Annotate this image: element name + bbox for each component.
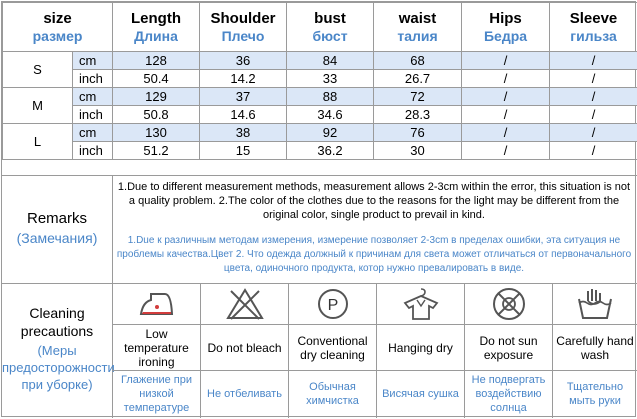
cell: 28.3 <box>374 106 462 124</box>
cleaning-item-en: Do not sun exposure <box>465 325 552 371</box>
cell: 51.2 <box>113 142 200 160</box>
cleaning-item-en: Hanging dry <box>377 325 464 371</box>
cell: 33 <box>287 70 374 88</box>
hand-wash-icon <box>553 284 637 325</box>
cleaning-item-en: Low temperature ironing <box>113 325 200 371</box>
svg-text:P: P <box>327 297 338 314</box>
cell: / <box>550 142 637 160</box>
table-row <box>3 142 637 160</box>
table-row <box>3 124 637 142</box>
cell: 68 <box>374 52 462 70</box>
hang-dry-icon <box>377 284 464 325</box>
cell: 34.6 <box>287 106 374 124</box>
cleaning-item-ru: Глажение при низкой температуре <box>113 371 200 417</box>
cell: / <box>462 52 550 70</box>
cell: / <box>550 106 637 124</box>
cell: 30 <box>374 142 462 160</box>
remarks-label-ru: (Замечания) <box>2 230 112 247</box>
unit-cm: cm <box>73 124 113 142</box>
cell: / <box>462 88 550 106</box>
cleaning-item <box>289 284 377 418</box>
cell: 72 <box>374 88 462 106</box>
cleaning-label <box>2 284 113 418</box>
cell: 15 <box>200 142 287 160</box>
cell: 84 <box>287 52 374 70</box>
remarks-label <box>2 176 113 283</box>
header-hips: Hips Бедра <box>462 3 550 52</box>
header-row <box>3 3 637 52</box>
cell: / <box>462 124 550 142</box>
cell: / <box>550 52 637 70</box>
unit-cm: cm <box>73 52 113 70</box>
cell: 129 <box>113 88 200 106</box>
header-waist: waist талия <box>374 3 462 52</box>
cell: 50.4 <box>113 70 200 88</box>
cleaning-item-en: Conventional dry cleaning <box>289 325 376 371</box>
low-iron-icon <box>113 284 200 325</box>
unit-cm: cm <box>73 88 113 106</box>
unit-inch: inch <box>73 70 113 88</box>
cell: 130 <box>113 124 200 142</box>
cell: 14.6 <box>200 106 287 124</box>
header-shoulder: Shoulder Плечо <box>200 3 287 52</box>
dry-clean-icon <box>289 284 376 325</box>
size-label: L <box>3 124 73 160</box>
header-bust: bust бюст <box>287 3 374 52</box>
remarks-text-en: 1.Due to different measurement methods, measurement allows 2-3cm within the error, this situation is not a quality problem. 2.The color of the clothes due to the reasons for the light may be different from the original color, single product to prevail in kind. <box>114 180 634 222</box>
cell: / <box>462 106 550 124</box>
cleaning-item-ru: Тщательно мыть руки <box>553 371 637 417</box>
cleaning-item <box>465 284 553 418</box>
no-sun-icon <box>465 284 552 325</box>
table-row <box>3 70 637 88</box>
size-table <box>2 2 637 160</box>
cell: / <box>550 88 637 106</box>
cell: 88 <box>287 88 374 106</box>
cell: 14.2 <box>200 70 287 88</box>
cleaning-item-en: Do not bleach <box>201 325 288 371</box>
remarks-text-ru: 1.Due к различным методам измерения, измерение позволяет 2-3cm в пределах ошибки, эта ситуация не проблемы качества.Цвет 2. Что одежда должный к причинам для света может отличаться от первоначального цвета, одиночного продукта, котор нужно превалировать в виде. <box>114 234 634 276</box>
cell: / <box>550 124 637 142</box>
cleaning-item-en: Carefully hand wash <box>553 325 637 371</box>
cleaning-item <box>377 284 465 418</box>
cell: 92 <box>287 124 374 142</box>
cleaning-item-ru: Не подвергать воздействию солнца <box>465 371 552 417</box>
remarks-label-en: Remarks <box>2 210 112 228</box>
remarks-section <box>2 175 637 283</box>
table-row <box>3 52 637 70</box>
table-row <box>3 106 637 124</box>
cleaning-item-ru: Обычная химчистка <box>289 371 376 417</box>
cell: / <box>462 142 550 160</box>
cell: / <box>462 70 550 88</box>
cleaning-label-ru: (Меры предосторожности при уборке) <box>2 342 112 393</box>
cleaning-item <box>113 284 201 418</box>
table-row <box>3 88 637 106</box>
cell: 50.8 <box>113 106 200 124</box>
cell: 128 <box>113 52 200 70</box>
cell: 38 <box>200 124 287 142</box>
size-chart <box>1 1 636 417</box>
cleaning-section <box>2 283 637 418</box>
cell: 36.2 <box>287 142 374 160</box>
unit-inch: inch <box>73 106 113 124</box>
cell: 76 <box>374 124 462 142</box>
cell: 26.7 <box>374 70 462 88</box>
header-length: Length Длина <box>113 3 200 52</box>
cleaning-label-en: Cleaning precautions <box>2 304 112 340</box>
cell: 37 <box>200 88 287 106</box>
cleaning-item <box>201 284 289 418</box>
cell: 36 <box>200 52 287 70</box>
cleaning-item-ru: Не отбеливать <box>201 371 288 417</box>
no-bleach-icon <box>201 284 288 325</box>
cleaning-item-ru: Висячая сушка <box>377 371 464 417</box>
header-size: size размер <box>3 3 113 52</box>
unit-inch: inch <box>73 142 113 160</box>
header-sleeve: Sleeve гильза <box>550 3 637 52</box>
size-label: M <box>3 88 73 124</box>
cleaning-item <box>553 284 637 418</box>
cell: / <box>550 70 637 88</box>
size-label: S <box>3 52 73 88</box>
